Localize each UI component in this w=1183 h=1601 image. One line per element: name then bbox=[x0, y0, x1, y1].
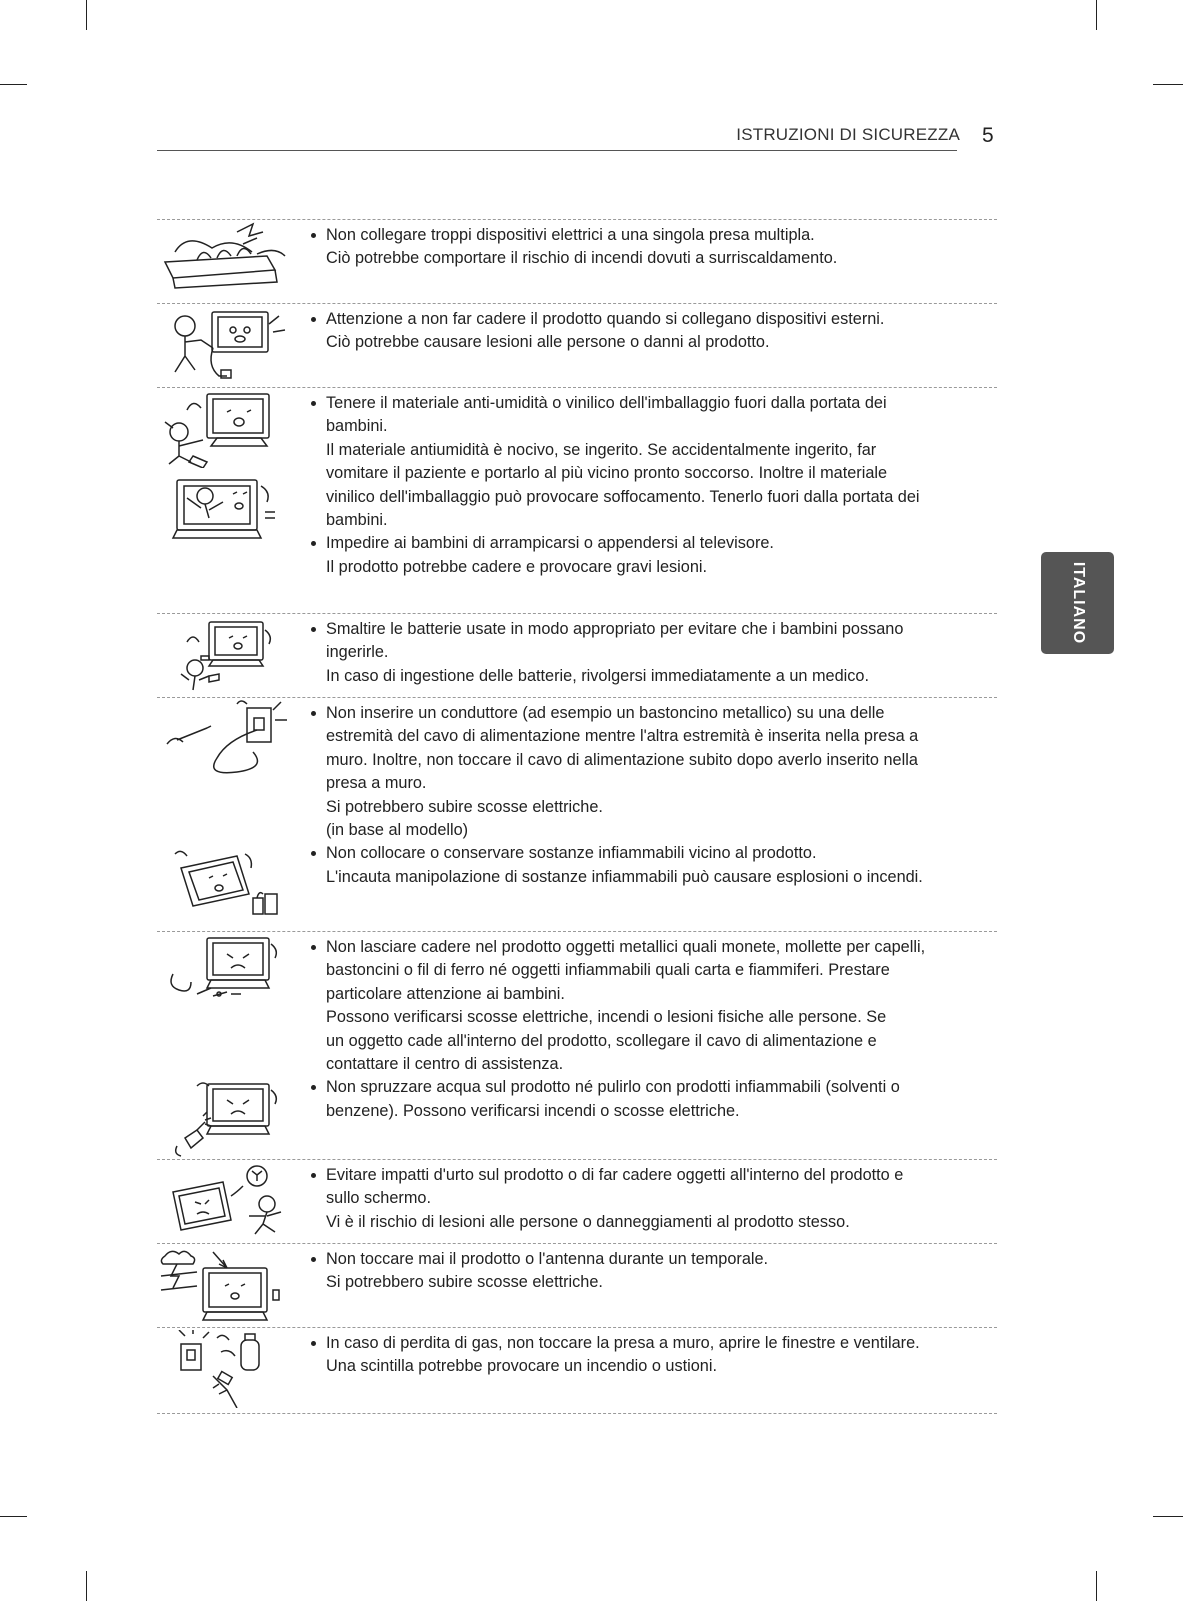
gas-leak-outlet-icon bbox=[157, 1330, 292, 1408]
safety-item: Non inserire un conduttore (ad esempio un bastoncino metallico) su una delle estremità del cavo di alimentazione mentre l'altra estremità è inserita nella presa a muro. Inoltre, non toccare il cavo di alimentazione subito dopo averlo inserito nella presa a muro. Si potrebbero subire scosse elettriche. (in base al modello) bbox=[309, 702, 999, 842]
child-swallowing-battery-icon bbox=[157, 616, 292, 694]
metal-objects-in-tv-icon bbox=[157, 934, 292, 1012]
crop-mark bbox=[0, 1516, 27, 1517]
crop-mark bbox=[1153, 1516, 1183, 1517]
safety-item: Attenzione a non far cadere il prodotto quando si collegano dispositivi esterni. Ciò potrebbe causare lesioni alle persone o danni al prodotto. bbox=[309, 308, 999, 355]
crop-mark bbox=[86, 0, 87, 30]
safety-item: Non spruzzare acqua sul prodotto né pulirlo con prodotti infiammabili (solventi o benzene). Possono verificarsi incendi o scosse elettriche. bbox=[309, 1076, 999, 1123]
safety-item: Evitare impatti d'urto sul prodotto o di far cadere oggetti all'interno del prodotto e sullo schermo. Vi è il rischio di lesioni alle persone o danneggiamenti al prodotto stesso. bbox=[309, 1164, 999, 1234]
safety-item: In caso di perdita di gas, non toccare la presa a muro, aprire le finestre e ventilare. Una scintilla potrebbe provocare un incendio o ustioni. bbox=[309, 1332, 999, 1379]
safety-item: Non collegare troppi dispositivi elettrici a una singola presa multipla. Ciò potrebbe comportare il rischio di incendi dovuti a surriscaldamento. bbox=[309, 224, 999, 271]
flammable-substances-icon bbox=[157, 848, 292, 926]
safety-section bbox=[157, 697, 997, 886]
ball-hitting-tv-icon bbox=[157, 1162, 292, 1240]
safety-section bbox=[157, 931, 997, 1120]
crop-mark bbox=[86, 1571, 87, 1601]
safety-item: Non collocare o conservare sostanze infiammabili vicino al prodotto. L'incauta manipolazione di sostanze infiammabili può causare esplosioni o incendi. bbox=[309, 842, 999, 889]
child-climbing-tv-icon bbox=[157, 468, 292, 546]
safety-section bbox=[157, 613, 997, 698]
safety-item: Smaltire le batterie usate in modo appropriato per evitare che i bambini possano ingerirle. In caso di ingestione delle batterie, rivolgersi immediatamente a un medico. bbox=[309, 618, 999, 688]
language-tab-label: ITALIANO bbox=[1069, 561, 1087, 645]
water-spray-on-tv-icon bbox=[157, 1080, 292, 1158]
child-pulling-tv-cable-icon bbox=[157, 306, 292, 384]
safety-item: Non toccare mai il prodotto o l'antenna durante un temporale. Si potrebbero subire scosse elettriche. bbox=[309, 1248, 999, 1295]
crop-mark bbox=[1096, 0, 1097, 30]
conductor-in-power-cord-icon bbox=[157, 700, 292, 778]
safety-section bbox=[157, 303, 997, 388]
crop-mark bbox=[1153, 84, 1183, 85]
header-rule bbox=[157, 150, 957, 151]
lightning-storm-tv-icon bbox=[157, 1246, 292, 1324]
safety-section bbox=[157, 1159, 997, 1244]
safety-section bbox=[157, 1327, 997, 1414]
safety-item: Impedire ai bambini di arrampicarsi o appendersi al televisore. Il prodotto potrebbe cadere e provocare gravi lesioni. bbox=[309, 532, 999, 579]
crop-mark bbox=[1096, 1571, 1097, 1601]
safety-item: Non lasciare cadere nel prodotto oggetti metallici quali monete, mollette per capelli, bastoncini o fil di ferro né oggetti infiammabili quali carta e fiammiferi. Prestare particolare attenzione ai bambini. Possono verificarsi scosse elettriche, incendi o lesioni fisiche alle persone. Se un oggetto cade all'interno del prodotto, scollegare il cavo di alimentazione e contattare il centro di assistenza. bbox=[309, 936, 999, 1076]
page-number: 5 bbox=[982, 124, 994, 147]
safety-item: Tenere il materiale anti-umidità o vinilico dell'imballaggio fuori dalla portata dei bambini. Il materiale antiumidità è nocivo, se ingerito. Se accidentalmente ingerito, far vomitare il paziente e portarlo al più vicino pronto soccorso. Inoltre il materiale vinilico dell'imballaggio può provocare soffocamento. Tenerlo fuori dalla portata dei bambini. bbox=[309, 392, 999, 532]
language-tab bbox=[1041, 552, 1114, 654]
safety-section bbox=[157, 219, 997, 304]
page-header-title: ISTRUZIONI DI SICUREZZA bbox=[736, 125, 960, 144]
safety-section bbox=[157, 1243, 997, 1328]
safety-section bbox=[157, 387, 997, 576]
power-strip-overload-icon bbox=[157, 222, 292, 300]
crop-mark bbox=[0, 84, 27, 85]
child-with-packaging-icon bbox=[157, 390, 292, 468]
